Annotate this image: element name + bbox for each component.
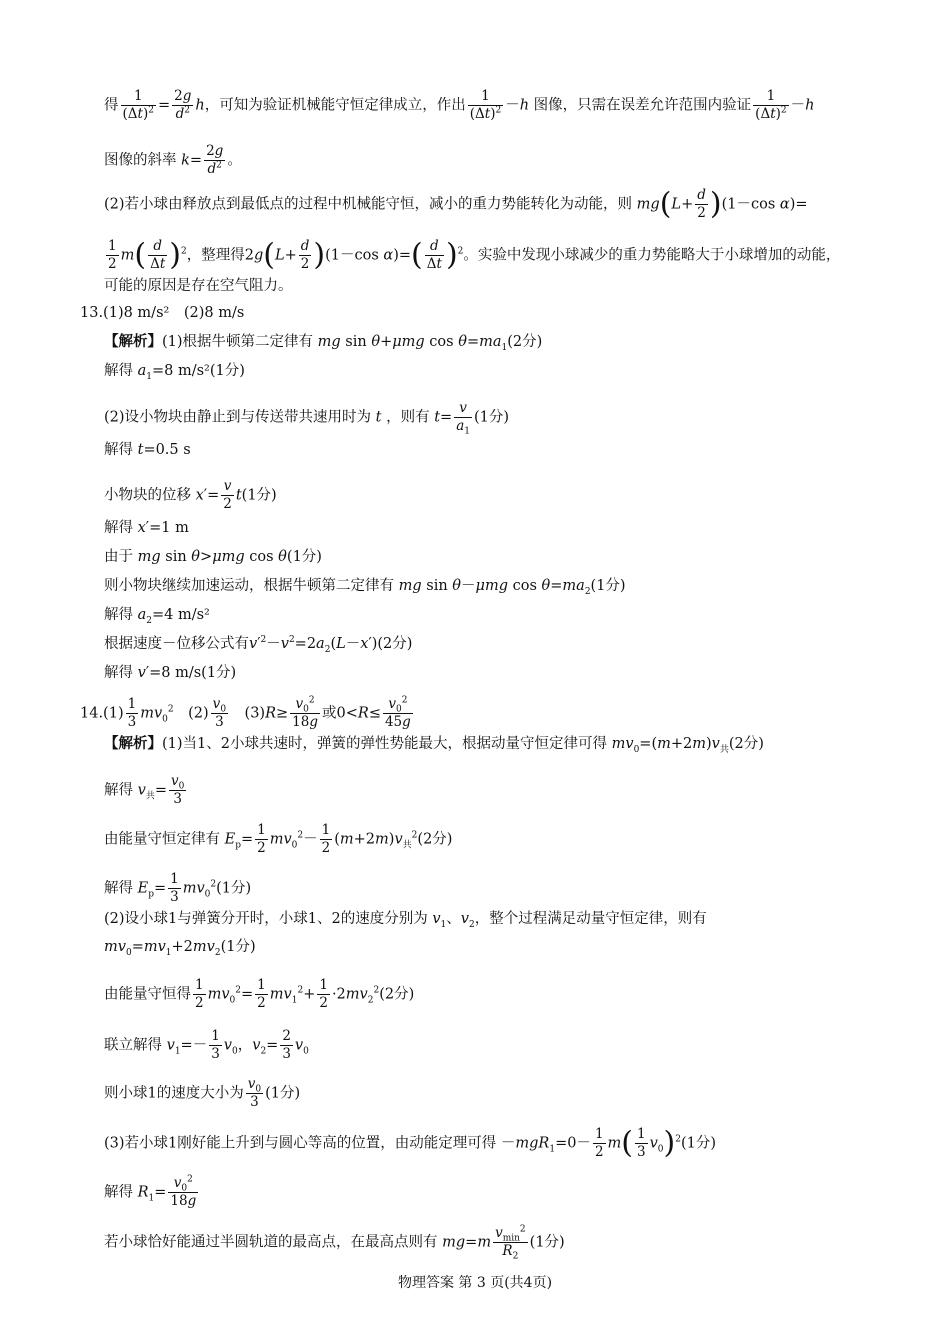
text: ，整理得 [186,247,245,264]
fraction: $\frac{2}{3}$ [282,1028,291,1062]
text: 由于 [104,549,133,565]
fraction: $\frac{1}{2}$ [195,977,204,1011]
text-line: 解得 t=0.5 s [104,442,191,458]
value: =0.5 s [143,442,191,458]
text-line: 由能量守恒得 $\frac{1}{2}$ $mv_0^2=$ $\frac{1}{2}$ $mv_1^2+$ $\frac{1}{2}$ $\cdot 2mv_2^2(2$分) [104,977,415,1011]
page-footer: 物理答案 第 3 页(共4页) [397,1275,553,1291]
value: =1 m [149,520,189,536]
fraction: $\frac{v}{a_1}$ [456,400,470,437]
fraction: $\frac{1}{3}$ [637,1126,646,1160]
text-line: 根据速度－位移公式有$v'^2-v^2=2a_2(L-x')(2$分) [104,635,413,655]
score: (2分) [507,334,543,350]
text-line: 解得 $R_1=$ $\frac{v_0^2}{18g}$ [104,1174,197,1209]
fraction: $\frac{1}{(\Delta t)^2}$ [755,88,787,122]
text: 解得 [104,880,133,897]
fraction: $\frac{v_0^2}{45g}$ [384,695,411,730]
text: ，整个过程满足动量守恒定律，则有 [474,911,707,927]
fraction: $\frac{2g}{d^2}$ [206,143,224,177]
score: (1分) [286,549,322,565]
fraction: $\frac{d}{2}$ [697,187,706,221]
fraction: $\frac{v}{2}$ [223,478,232,512]
text: 由能量守恒得 [104,986,191,1003]
text-line: (3)若小球1刚好能上升到与圆心等高的位置，由动能定理可得 －mgR$_1$=0－ $\frac{1}{2}$ m( $\frac{1}{3}$ $v_0)^2(1$分) [104,1125,717,1161]
fraction: $\frac{1}{3}$ [127,696,137,730]
score: (1分) [473,409,510,426]
fraction: $\frac{1}{2}$ [257,822,266,856]
text-line: 【解析】(1)根据牛顿第二定律有 mg sin θ+μmg $\cos \theta=ma_1(2$分) [104,333,543,353]
fraction: $\frac{1}{3}$ [211,1028,220,1062]
text: 解得 [104,363,133,379]
fraction: $\frac{d}{\Delta t}$ [150,238,166,272]
text: 。实验中发现小球减少的重力势能略大于小球增加的动能， [463,247,841,264]
score: (1分) [220,939,256,955]
text: ，可知为验证机械能守恒定律成立，作出 [204,97,466,114]
fraction: $\frac{1}{2}$ [257,977,266,1011]
fraction: $\frac{d}{2}$ [300,238,310,272]
analysis-label: 【解析】 [104,735,162,752]
fraction: $\frac{1}{2}$ [319,977,328,1011]
score: (2分) [379,986,415,1003]
text-line: 解得 $v_共=$ $\frac{v_0}{3}$ [104,773,185,807]
text-line [104,1076,300,1111]
text: 解得 [104,782,133,799]
text: (1)根据牛顿第二定律有 [162,334,314,350]
score: (2分) [417,831,453,848]
fraction: $\frac{1}{3}$ [170,871,179,905]
text: (3) [244,705,266,722]
text: 14.(1) [80,705,124,722]
fraction: $\frac{v_0}{3}$ [170,773,185,807]
score: (1分) [590,578,626,594]
fraction: $\frac{1}{2}$ [108,238,117,272]
score: (1分) [216,880,252,897]
value: =4 m/s² [152,607,210,623]
text: 解得 [104,520,133,536]
fraction: $\frac{d}{\Delta t}$ [426,238,442,272]
text-line [104,276,293,296]
score: (1分) [265,1085,301,1102]
text: 小物块的位移 [104,487,191,504]
text: 联立解得 [104,1037,162,1054]
text-line: 解得 $E_p=$ $\frac{1}{3}$ $mv_0^2(1$分) [104,871,252,905]
text: 则小球1的速度大小为 [104,1085,244,1102]
score: (2分) [377,636,413,652]
answer-line: 13.(1)8 m/s² (2)8 m/s [80,305,245,321]
text: (3)若小球1刚好能上升到与圆心等高的位置，由动能定理可得 [104,1135,497,1152]
text-line: 则小物块继续加速运动，根据牛顿第二定律有 mg sin θ－μmg $\cos \theta=ma_2(1$分) [104,578,626,597]
text-line: 由于 mg sin θ>μmg cos θ(1分) [104,549,322,565]
text-line: (2)若小球由释放点到最低点的过程中机械能守恒，减小的重力势能转化为动能，则 mg(L+ $\frac{d}{2}$ )(1－cos α)= [104,186,808,222]
fraction: $\frac{v_0}{3}$ [247,1076,262,1110]
text-line: 解得 $a_2=4$ m/s² [104,607,210,626]
text-line: 小物块的位移 x′= $\frac{v}{2}$ t(1分) [104,478,277,512]
fraction: $\frac{1}{(\Delta t)^2}$ [469,88,502,122]
fraction: $\frac{v_0^2}{18g}$ [292,695,319,730]
text-line: 得 $\frac{1}{(\Delta t)^2}$ = $\frac{2g}{d^2}$ h，可知为验证机械能守恒定律成立，作出 $\frac{1}{(\Delta t)^2}$ －h 图像，只需在误差允许范围内验证 $\frac{1}{(\Delta t)^2}$ －h [104,88,815,122]
text: 解得 [104,442,133,458]
value: =8 m/s²(1分) [152,363,245,379]
text: (2) [188,705,209,722]
score: (1分) [680,1135,717,1152]
text: 可能的原因是存在空气阻力。 [104,278,293,294]
fraction: $\frac{1}{2}$ [321,822,331,856]
text-line: 解得 v′=8 m/s(1分) [104,665,237,681]
text: 或 [322,705,337,722]
text-line: 联立解得 $v_1=-$ $\frac{1}{3}$ $v_0$，$v_2=$ $\frac{2}{3}$ $v_0$ [104,1028,309,1062]
fraction: $\frac{v_{min}^2}{R_2}$ [495,1224,526,1262]
text: 解得 [104,665,133,681]
fraction: $\frac{v_0^2}{18g}$ [170,1174,197,1209]
text: 得 [104,97,119,114]
text-line: 由能量守恒定律有 $E_p=$ $\frac{1}{2}$ $mv_0^2-$ $\frac{1}{2}$ $(m+2m)v_共^2(2$分) [104,822,453,856]
text: 由能量守恒定律有 [104,831,220,848]
text: 根据速度－位移公式有 [104,636,249,652]
text-line: 【解析】(1)当1、2小球共速时，弹簧的弹性势能最大，根据动量守恒定律可得 $mv_0=(m+2m)v_共(2$分) [104,735,764,755]
text: (2)若小球由释放点到最低点的过程中机械能守恒，减小的重力势能转化为动能，则 [104,196,633,213]
text: (1)当1、2小球共速时，弹簧的弹性势能最大，根据动量守恒定律可得 [162,736,607,752]
text: (2)设小球1与弹簧分开时，小球1、2的速度分别为 [104,911,428,927]
analysis-label: 【解析】 [104,333,162,350]
value: =8 m/s(1分) [149,665,237,681]
fraction: $\frac{v_0}{3}$ [212,696,227,730]
text-line: $mv_0=mv_1+2mv_2(1$分) [104,939,256,958]
text-line: $\frac{1}{2}$ m( $\frac{d}{\Delta t}$ )$^2$，整理得2g(L+ $\frac{d}{2}$ )(1－cos α)=( $\frac{d}{\Delta t}$ )$^2$。实验中发现小球减少的重力势能略大于小球增加的动能， [108,237,841,273]
text-line: (2)设小球1与弹簧分开时，小球1、2的速度分别为 $v_1$、$v_2$，整个过程满足动量守恒定律，则有 [104,911,707,930]
text-line: (2)设小物块由静止到与传送带共速用时为 t ，则有 t= $\frac{v}{a_1}$ (1分) [104,400,510,437]
text-line: 若小球恰好能通过半圆轨道的最高点，在最高点则有 mg=m $\frac{v_{min}^2}{R_2}$ (1分) [104,1224,565,1262]
text-line: 解得 $a_1=8$ m/s²(1分) [104,363,245,382]
answer-line: 14.(1) $\frac{1}{3}$ $mv_0^2$ (2) $\frac{v_0}{3}$ (3)R≥ $\frac{v_0^2}{18g}$ 或0<R≤ $\frac{v_0^2}{45g}$ [80,695,411,730]
text: ，则有 [386,409,430,426]
score: (1分) [241,487,277,504]
text: 图像的斜率 [104,152,177,169]
text: 若小球恰好能通过半圆轨道的最高点，在最高点则有 [104,1234,438,1251]
score: (1分) [529,1234,565,1251]
text: 解得 [104,607,133,623]
text-line: 解得 x′=1 m [104,520,189,536]
text: 解得 [104,1184,133,1201]
text-line: 图像的斜率 k= $\frac{2g}{d^2}$ 。 [104,143,242,177]
text: 图像，只需在误差允许范围内验证 [533,97,752,114]
score: (2分) [728,736,764,752]
text: (2)设小物块由静止到与传送带共速用时为 [104,409,372,426]
fraction: $\frac{1}{(\Delta t)^2}$ [122,88,154,122]
fraction: $\frac{2g}{d^2}$ [174,88,192,122]
fraction: $\frac{1}{2}$ [594,1126,604,1160]
text: 则小物块继续加速运动，根据牛顿第二定律有 [104,578,394,594]
